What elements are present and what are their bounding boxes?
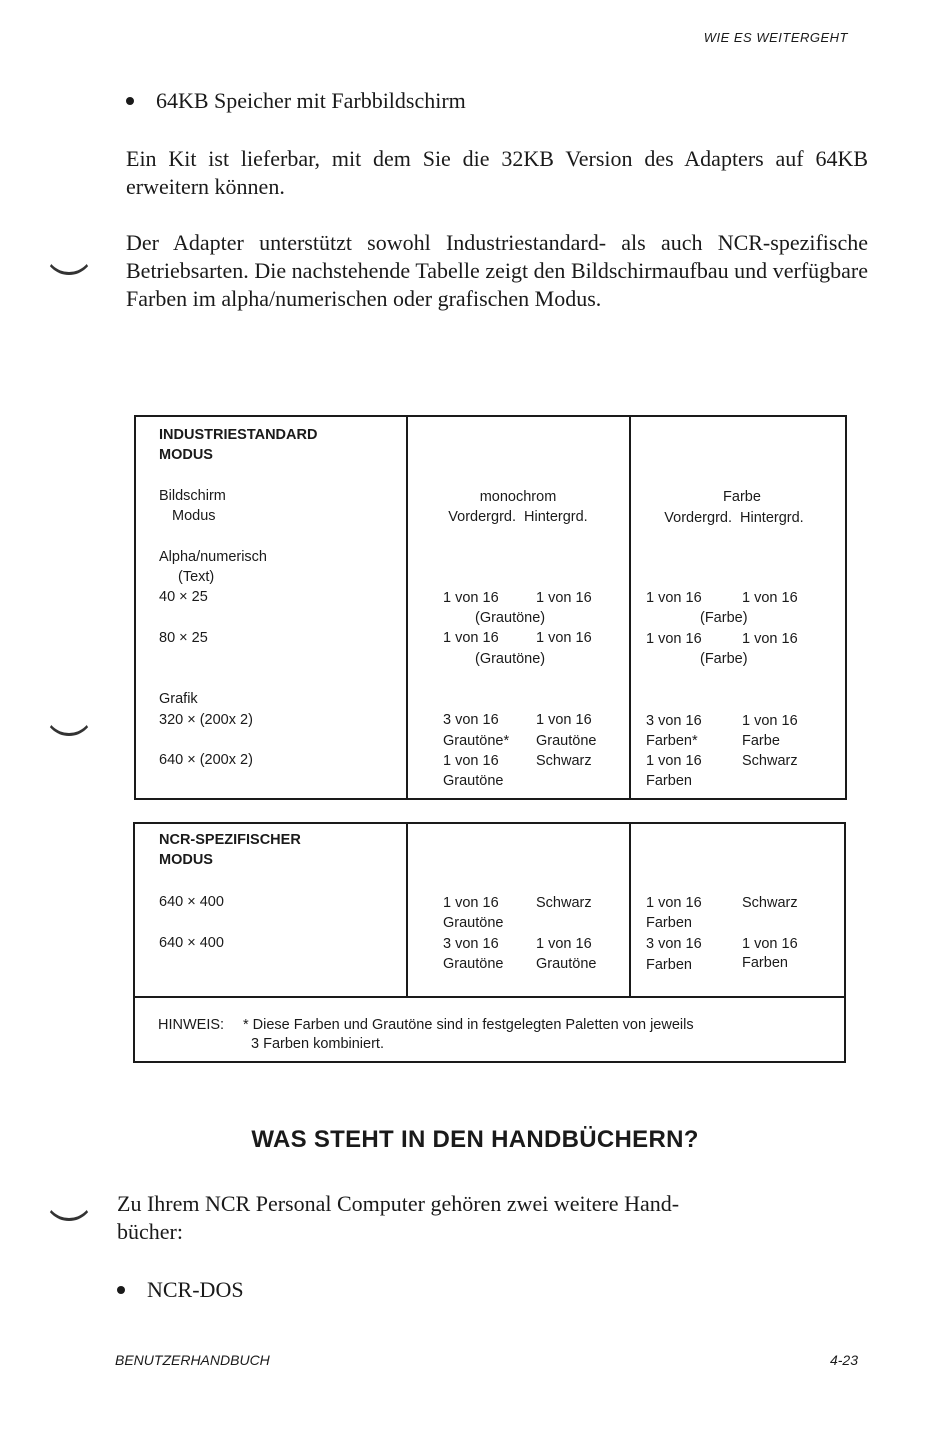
punch-hole-mark: [44, 1192, 94, 1221]
table-cell: 1 von 16: [536, 630, 592, 646]
table-cell: Modus: [172, 508, 216, 524]
table-cell: (Farbe): [700, 610, 748, 626]
table-divider: [629, 822, 631, 998]
table-cell: 1 von 16: [443, 895, 499, 911]
table-divider: [406, 415, 408, 800]
table-cell: 1 von 16: [742, 631, 798, 647]
table-cell: Grautöne: [443, 956, 504, 972]
table-cell: Farben: [742, 955, 788, 971]
table-title: NCR-SPEZIFISCHER: [159, 832, 301, 848]
table-cell: 3 von 16: [443, 712, 499, 728]
paragraph-kit: Ein Kit ist lieferbar, mit dem Sie die 32KB Version des Adapters auf 64KB erweitern können.: [126, 146, 868, 199]
table-cell: 640 × (200x 2): [159, 752, 253, 768]
table-cell: 1 von 16: [646, 753, 702, 769]
page-number: 4-23: [829, 1352, 858, 1368]
table-cell: Grautöne*: [443, 733, 510, 749]
table-cell: Schwarz: [536, 895, 592, 911]
table-cell: (Text): [178, 569, 215, 585]
table-cell: Farben: [646, 773, 692, 789]
footer-title: BENUTZERHANDBUCH: [115, 1352, 270, 1368]
table-cell: (Grautöne): [475, 651, 546, 667]
table-note-text: 3 Farben kombiniert.: [251, 1036, 384, 1052]
table-cell: 3 von 16: [646, 713, 702, 729]
bullet-text: NCR-DOS: [147, 1277, 244, 1302]
table-cell: 1 von 16: [443, 630, 499, 646]
table-cell: (Farbe): [700, 651, 748, 667]
table-cell: Schwarz: [742, 895, 798, 911]
bullet-dot-icon: [126, 97, 134, 105]
table-cell: 1 von 16: [646, 631, 702, 647]
table-header: Vordergrd. Hintergrd.: [448, 509, 588, 525]
table-title: MODUS: [159, 447, 213, 463]
bullet-item: [117, 1276, 244, 1304]
table-cell: 80 × 25: [159, 630, 208, 646]
running-header: WIE ES WEITERGEHT: [703, 30, 848, 45]
table-cell: Farben: [646, 915, 692, 931]
table-divider: [133, 996, 846, 998]
table-cell: 320 × (200x 2): [159, 712, 253, 728]
table-cell: 1 von 16: [536, 590, 592, 606]
table-cell: Alpha/numerisch: [159, 549, 267, 565]
table-cell: 1 von 16: [742, 590, 798, 606]
bullet-dot-icon: [117, 1286, 125, 1294]
paragraph-handbuecher-line2: bücher:: [117, 1219, 183, 1244]
table-header: Vordergrd. Hintergrd.: [664, 510, 804, 526]
paragraph-adapter: Der Adapter unterstützt sowohl Industriestandard- als auch NCR-spezifische Betriebsarten. Die nachstehende Tabelle zeigt den Bildschirmaufbau und verfügbare Farben im alpha/numerischen oder grafischen Modus.: [126, 230, 868, 311]
table-divider: [629, 415, 631, 800]
table-cell: Grautöne: [443, 915, 504, 931]
table-header: monochrom: [479, 489, 557, 505]
table-cell: 1 von 16: [536, 936, 592, 952]
punch-hole-mark: [44, 707, 94, 736]
table-cell: 1 von 16: [742, 713, 798, 729]
table-cell: Schwarz: [742, 753, 798, 769]
table-cell: Farbe: [742, 733, 780, 749]
table-cell: Bildschirm: [159, 488, 226, 504]
table-cell: 640 × 400: [159, 894, 224, 910]
table-cell: Grautöne: [443, 773, 504, 789]
table-cell: Farben: [646, 957, 692, 973]
table-cell: 1 von 16: [536, 712, 592, 728]
table-title: MODUS: [159, 852, 213, 868]
table-note-text: * Diese Farben und Grautöne sind in festgelegten Paletten von jeweils: [243, 1017, 694, 1033]
table-cell: 1 von 16: [742, 936, 798, 952]
bullet-item: [126, 87, 466, 115]
table-cell: 3 von 16: [646, 936, 702, 952]
bullet-text: 64KB Speicher mit Farbbildschirm: [156, 88, 466, 113]
table-cell: 3 von 16: [443, 936, 499, 952]
table-cell: 1 von 16: [646, 590, 702, 606]
table-cell: 640 × 400: [159, 935, 224, 951]
table-cell: Schwarz: [536, 753, 592, 769]
table-note-label: HINWEIS:: [158, 1017, 225, 1033]
table-cell: (Grautöne): [475, 610, 546, 626]
table-cell: 40 × 25: [159, 589, 208, 605]
table-title: INDUSTRIESTANDARD: [159, 427, 318, 443]
punch-hole-mark: [44, 246, 94, 275]
table-cell: Farben*: [646, 733, 698, 749]
table-cell: Grautöne: [536, 956, 597, 972]
table-header: Farbe: [723, 489, 761, 505]
table-cell: 1 von 16: [646, 895, 702, 911]
table-cell: 1 von 16: [443, 753, 499, 769]
table-divider: [406, 822, 408, 998]
section-heading: WAS STEHT IN DEN HANDBÜCHERN?: [251, 1126, 699, 1153]
table-cell: Grautöne: [536, 733, 597, 749]
table-cell: Grafik: [159, 691, 198, 707]
paragraph-handbuecher-line1: Zu Ihrem NCR Personal Computer gehören zwei weitere Hand-: [117, 1191, 680, 1216]
table-cell: 1 von 16: [443, 590, 499, 606]
